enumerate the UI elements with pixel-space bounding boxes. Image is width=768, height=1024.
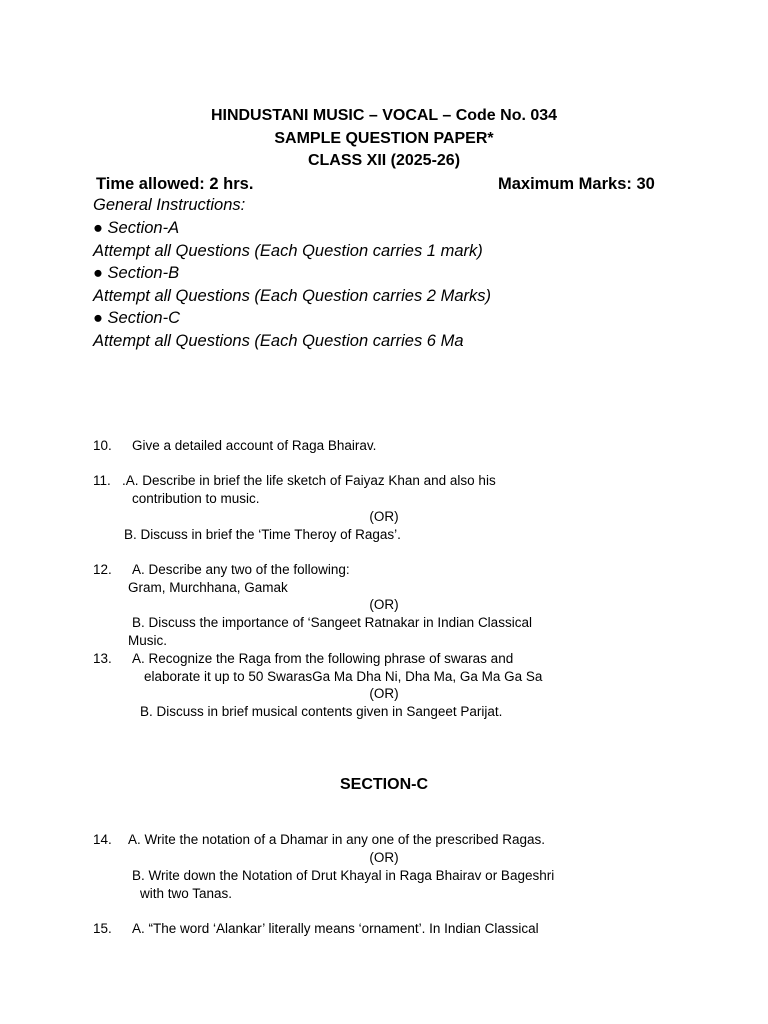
or-separator: (OR)	[369, 597, 399, 612]
instruction-section-b: ● Section-B	[93, 264, 180, 282]
question-text: .A. Describe in brief the life sketch of Faiyaz Khan and also his	[122, 473, 496, 488]
class-line: CLASS XII (2025-26)	[307, 152, 461, 169]
question-text: elaborate it up to 50 SwarasGa Ma Dha Ni, Dha Ma, Ga Ma Ga Sa	[144, 669, 543, 684]
question-number: 12.	[93, 562, 112, 577]
question-text: A. Describe any two of the following:	[132, 562, 350, 577]
question-number: 13.	[93, 651, 112, 666]
or-separator: (OR)	[369, 686, 399, 701]
question-text: A. “The word ‘Alankar’ literally means ‘ornament’. In Indian Classical	[132, 921, 539, 936]
instructions-heading: General Instructions:	[93, 196, 246, 214]
question-number: 11.	[93, 473, 111, 488]
instruction-section-b-text: Attempt all Questions (Each Question carries 2 Marks)	[93, 287, 491, 305]
question-text: Music.	[128, 633, 168, 648]
question-number: 14.	[93, 832, 112, 847]
section-c-heading: SECTION-C	[340, 776, 428, 793]
or-separator: (OR)	[369, 509, 399, 524]
maximum-marks: Maximum Marks: 30	[498, 175, 655, 193]
instruction-section-c-text: Attempt all Questions (Each Question carries 6 Ma	[93, 332, 464, 350]
question-text: Give a detailed account of Raga Bhairav.	[132, 438, 377, 453]
question-text: B. Discuss in brief the ‘Time Theroy of Ragas’.	[124, 527, 401, 542]
question-text: Gram, Murchhana, Gamak	[128, 580, 288, 595]
question-text: B. Write down the Notation of Drut Khayal in Raga Bhairav or Bageshri	[132, 868, 555, 883]
question-number: 10.	[93, 438, 112, 453]
question-text: B. Discuss in brief musical contents given in Sangeet Parijat.	[140, 704, 503, 719]
paper-subtitle: SAMPLE QUESTION PAPER*	[274, 130, 494, 147]
question-text: A. Write the notation of a Dhamar in any one of the prescribed Ragas.	[128, 832, 545, 847]
instruction-section-a-text: Attempt all Questions (Each Question carries 1 mark)	[93, 242, 483, 260]
instruction-section-a: ● Section-A	[93, 219, 180, 237]
time-allowed: Time allowed: 2 hrs.	[96, 175, 254, 193]
question-text: with two Tanas.	[140, 886, 233, 901]
question-number: 15.	[93, 921, 112, 936]
or-separator: (OR)	[369, 850, 399, 865]
question-text: contribution to music.	[132, 491, 260, 506]
question-text: B. Discuss the importance of ‘Sangeet Ratnakar in Indian Classical	[132, 615, 532, 630]
question-text: A. Recognize the Raga from the following phrase of swaras and	[132, 651, 514, 666]
instruction-section-c: ● Section-C	[93, 309, 180, 327]
paper-title: HINDUSTANI MUSIC – VOCAL – Code No. 034	[210, 107, 558, 124]
